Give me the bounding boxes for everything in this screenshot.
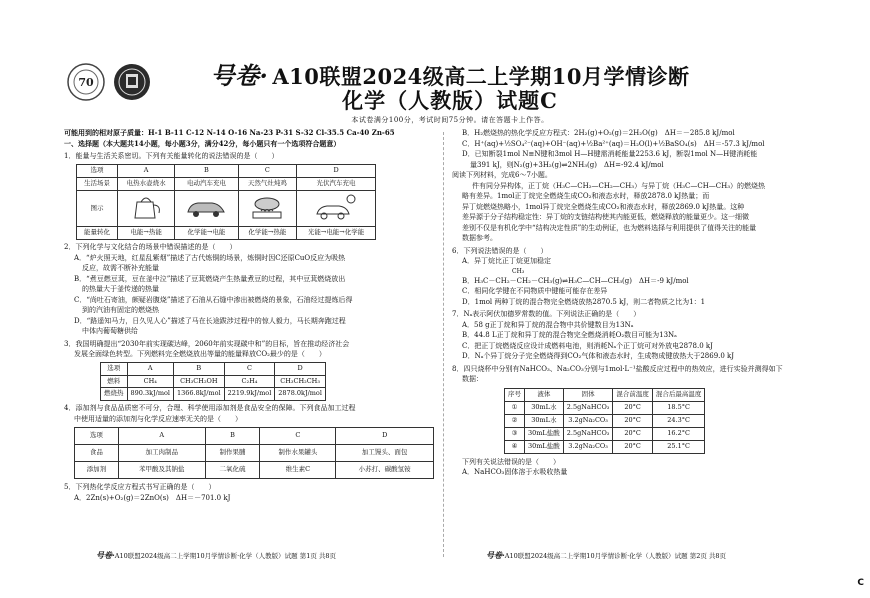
atomic-masses: 可能用到的相对原子质量：H-1 B-11 C-12 N-14 O-16 Na-23 P-31 S-32 Cl-35.5 Ca-40 Zn-65 [64, 128, 395, 137]
exam-note: 本试卷满分100分，考试时间75分钟。请在答题卡上作答。 [351, 116, 549, 124]
subject-title: 化学（人教版）试题C [342, 88, 558, 113]
option-d-cont: 量391 kJ，则N₂(g)+3H₂(g)⇌2NH₃(g) ΔH=-92.4 kJ/mol [470, 160, 664, 169]
q4-table [74, 427, 434, 479]
table-row: ④ 30mL盐酸 3.2gNa₂CO₃ 20°C 25.1°C [505, 440, 705, 453]
reading-passage: 差别不仅是有机化学中“结构决定性质”的生动例证，也为燃料选择与利用提供了值得关注的能量 [462, 223, 757, 232]
school-seal-logo [66, 62, 106, 102]
question-6: 6．下列说法错误的是（ ） [452, 246, 548, 255]
electric-car-icon [175, 190, 238, 227]
question-3-cont: 发展全面绿色转型。下列燃料完全燃烧放出等量的能量释放CO₂最少的是（ ） [74, 350, 326, 359]
table-row: 添加剂 苯甲酸及其钠盐 二氧化硫 维生素C 小苏打、碳酸氢铵 [75, 462, 434, 479]
column-divider [443, 132, 444, 557]
table-row: 选项 A B C D [77, 164, 376, 177]
table-row: 选项 A B C D [75, 428, 434, 445]
page-footer-left: 号卷·A10联盟2024级高二上学期10月学情诊断·化学（人教版）试题 第1页 共8页 [96, 550, 337, 560]
table-row: 生活场景 电热水壶烧水 电动汽车充电 天然气灶炖鸡 光伏汽车充电 [77, 177, 376, 190]
option-c: C．“尚吐石寄油，颇疑岩腹烧”描述了石油从石缝中渗出被燃烧的景象，石油经过提炼后得 [74, 295, 353, 304]
question-8-cont: 数据： [462, 375, 483, 383]
option-a: A．NaHCO₃固体溶于水吸收热量 [462, 468, 568, 476]
question-3: 3．我国明确提出“2030年前实现碳达峰，2060年前实现碳中和”的目标，旨在推动经济社会 [64, 339, 350, 348]
table-row: ① 30mL水 2.5gNaHCO₃ 20°C 18.5°C [505, 401, 705, 414]
table-row: 食品 加工肉制品 制作果脯 制作水果罐头 加工馒头、面包 [75, 445, 434, 462]
reading-passage: 件有同分异构体，正丁烷（H₃C—CH₂—CH₂—CH₃）与异丁烷（H₃C—CH—CH₃）的燃烧热 [472, 181, 766, 190]
table-row: 能量转化 电能→热能 化学能→电能 化学能→热能 光能→电能→化学能 [77, 227, 376, 240]
option-d: D．Nₐ个异丁烷分子完全燃烧得到CO₂气体和液态水时，生成物成键放热大于2869.0 kJ [462, 352, 735, 360]
reading-passage: 异丁烷燃烧热略小，1mol异丁烷完全燃烧生成CO₂和液态水时，释放2869.0 kJ热量。这种 [462, 202, 745, 211]
table-row: 燃烧热 890.3kJ/mol 1366.8kJ/mol 2219.9kJ/mol 2878.0kJ/mol [101, 388, 326, 401]
brand-mark: 号卷· [210, 61, 269, 90]
option-c: C．H⁺(aq)+½SO₄²⁻(aq)+OH⁻(aq)+½Ba²⁺(aq)＝H₂O(l)+½BaSO₄(s) ΔH＝-57.3 kJ/mol [462, 139, 765, 148]
q8-table [504, 388, 705, 454]
question-8-prompt: 下列有关说法错误的是（ ） [462, 457, 560, 466]
q3-table [100, 362, 326, 401]
svg-text:70: 70 [78, 76, 94, 89]
right-column [452, 128, 816, 478]
option-a: A．58 g正丁烷和异丁烷的混合物中共价键数目为13Nₐ [462, 320, 634, 329]
option-d: D．“路遥知马力，日久见人心”描述了马在长途跋涉过程中的惊人毅力，马长期奔跑过程 [74, 316, 346, 325]
table-row: 燃料 CH₄ CH₃CH₂OH C₂H₄ CH₃CH₂CH₃ [101, 375, 326, 388]
structure-branch: CH₃ [512, 267, 525, 275]
reading-passage: 略有差异。1mol正丁烷完全燃烧生成CO₂和液态水时，释放2878.0 kJ热量；而 [462, 192, 710, 200]
question-1: 1．能量与生活关系密切。下列有关能量转化的说法错误的是（ ） [64, 152, 279, 160]
reading-intro: 阅读下列材料，完成6～7小题。 [452, 171, 552, 179]
solar-car-icon [297, 190, 376, 227]
question-4-cont: 中使用适量的添加剂与化学反应速率无关的是（ ） [74, 414, 242, 423]
kettle-icon [118, 190, 175, 227]
logos [66, 62, 152, 106]
page-footer-right: 号卷·A10联盟2024级高二上学期10月学情诊断·化学（人教版）试题 第2页 共8页 [486, 550, 727, 560]
option-a: A．异丁烷比正丁烷更加稳定 [462, 257, 552, 265]
exam-title: 号卷· A10联盟2024级高二上学期10月学情诊断 [210, 61, 690, 90]
option-b-cont: 的热量大于釜传递的热量 [82, 285, 159, 294]
option-b: B．H₂燃烧热的热化学反应方程式：2H₂(g)+O₂(g)＝2H₂O(g) ΔH＝－285.8 kJ/mol [462, 129, 735, 137]
option-a: A．“炉火照天地，红星乱紫烟”描述了古代炼铜的场景，炼铜时因C还原CuO反应为吸热 [74, 253, 346, 262]
question-4: 4．添加剂与食品品质密不可分，合理、科学使用添加剂是食品安全的保障。下列食品加工过程 [64, 404, 356, 412]
left-column [64, 128, 436, 503]
question-8: 8．四只烧杯中分别有NaHCO₃、Na₂CO₃分别与1mol·L⁻¹盐酸反应过程中的热效应，进行实验并测得如下 [452, 364, 783, 373]
option-b: B．“煮豆燃豆萁，豆在釜中泣”描述了豆萁燃烧产生热量煮豆的过程，其中豆萁燃烧放出 [74, 274, 346, 283]
option-b: B．44.8 L正丁烷和异丁烷的混合物完全燃烧消耗O₂数目可能为13Nₐ [462, 331, 677, 339]
q1-table [76, 164, 376, 241]
option-a: A．2Zn(s)+O₂(g)＝2ZnO(s) ΔH＝－701.0 kJ [74, 493, 231, 502]
table-row: 图示 [77, 190, 376, 227]
table-row: ② 30mL水 3.2gNa₂CO₃ 20°C 24.3°C [505, 414, 705, 427]
option-b: B．H₃C－CH₂－CH₂－CH₃(g)⇌H₃C—CH—CH₃(g) ΔH＝-9 kJ/mol [462, 276, 689, 285]
section-heading: 一、选择题（本大题共14小题，每小题3分，满分42分，每小题只有一个选项符合题意） [64, 138, 341, 148]
reading-passage: 数据参考。 [462, 234, 497, 242]
option-c: C．把正丁烷燃烧反应设计成燃料电池，则消耗Nₐ个正丁烷可对外放电2878.0 kJ [462, 341, 713, 350]
education-badge-logo [112, 62, 152, 102]
table-row: 序号 液体 固体 混合前温度 混合后最高温度 [505, 388, 705, 401]
version-mark: C [857, 578, 864, 588]
question-5: 5．下列热化学反应方程式书写正确的是（ ） [64, 483, 216, 491]
option-a-cont: 反应，故需不断补充能量 [82, 264, 159, 273]
option-d: D．1mol 两种丁烷的混合物完全燃烧放热2870.5 kJ，则二者物质之比为1：1 [462, 297, 706, 306]
option-c: C．相同化学键在不同物质中键能可能存在差异 [462, 287, 608, 295]
gas-stove-pot-icon [238, 190, 296, 227]
table-row: ③ 30mL盐酸 2.5gNaHCO₃ 20°C 16.2°C [505, 427, 705, 440]
question-7: 7．Nₐ表示阿伏加德罗常数的值。下列说法正确的是（ ） [452, 310, 641, 318]
option-d: D．已知断裂1mol N≡N键和3mol H—H键需消耗能量2253.6 kJ，断裂1mol N—H键消耗能 [462, 150, 758, 158]
table-row: 选项 A B C D [101, 362, 326, 375]
option-d-cont: 中体内葡萄糖供给 [82, 327, 138, 336]
question-2: 2．下列化学与文化结合的场景中错误描述的是（ ） [64, 243, 237, 252]
option-c-cont: 到的汽油有固定的燃烧热 [82, 306, 159, 315]
reading-passage: 差异源于分子结构稳定性：异丁烷的支链结构使其内能更低，燃烧释放的能量更少。这一细微 [462, 213, 749, 221]
